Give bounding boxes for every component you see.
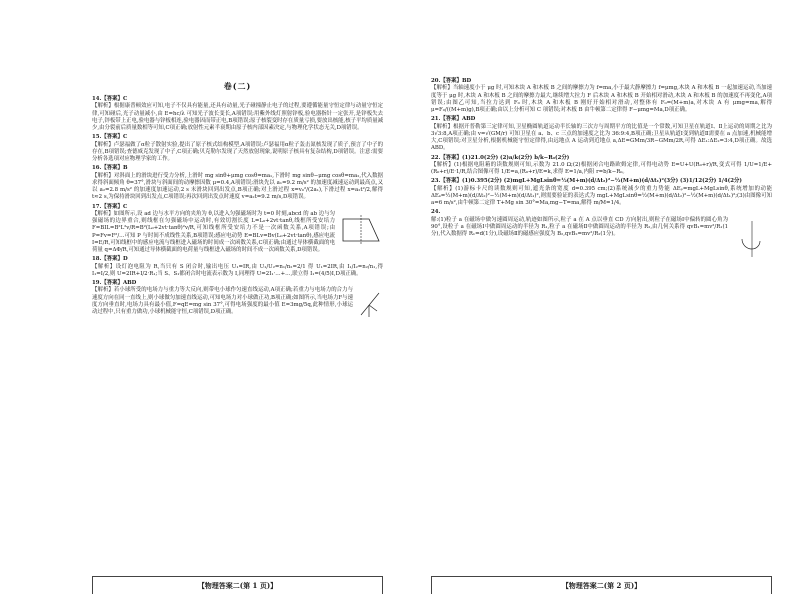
explanation-text: 【解析】(1)根据电阻箱的读数规则可知,示数为 21.0 Ω;(2)根据闭合电路欧姆定律,可得电动势 E=U+U(R₀+r)/R,变式可得 1/U=1/E+(R₀+r)/E·1/R,结合图像可得 1/E=a,(R₀+r)/E=k,求得 E=1/a,内阻 r=b/k−R₀。 [431,161,772,175]
question-17 [92,204,383,255]
question-20 [431,78,772,114]
section-header: 卷(二) [223,81,252,91]
question-22 [431,155,772,177]
frame-diagram [339,213,383,247]
answer-label: 18.【答案】D [92,256,128,263]
question-24 [431,209,772,238]
question-16 [92,165,383,201]
page-footer: 【物理答案二(第 1 页)】 [92,576,383,594]
question-21 [431,116,772,152]
answer-label: 14.【答案】C [92,96,128,102]
force-diagram [357,289,383,319]
explanation-text: 【解析】根据开普勒第三定律可知,卫星椭圆轨道运动半长轴的三次方与周期平方的比值是一个常数,可知卫星在轨道Ⅰ、Ⅱ上运动的周期之比为 3√3:8,A项正确;由 v=√(GM/r) 可知卫星在 a、b、c 三点的加速度之比为 36:9:4,B项正确;卫星从轨道Ⅰ变到轨道Ⅱ需要在 a 点加速,机械能增大,C项错误;对卫星分析,根据机械能守恒定律得,由远地点 A 运动到近地点 a,ΔE=GMm/3R−GMm/2R,可得 ΔE₁:ΔE₂=3:4,D项正确。故选 ABD。 [431,123,772,152]
answer-label: 23.【答案】(1)0.395(2分) (2)mgL+MgLsinθ=½(M+m)(d/Δt₂)²−½(M+m)(d/Δt₁)²(3分) (3)1/12(2分) 1/4(2分) [431,178,742,185]
answer-label: 20.【答案】BD [431,78,472,84]
explanation-text: 【解析】对斜面上的滑块进行受力分析,上滑时 mg sinθ+μmg cosθ=ma₁,下滑时 mg sinθ−μmg cosθ=ma₂,代入数据求得斜面倾角 θ=37°,滑块与斜面间的动摩擦因数 μ=0.4,A项错误;滑块先以 a₁=9.2 m/s² 的加速度减速运动到最高点,又以 a₂=2.8 m/s² 的加速度加速运动,2 s 末滑块回到出发点,B项正确;对上滑过程 x=v₀²/(2a₁),下滑过程 x=a₂t²/2,解得 t≈2 s,为保持滑块回到出发点,C项错误;再次回到出发点时速度 v=a₂t=9.2 m/s,D项错误。 [92,172,383,201]
question-18 [92,256,383,278]
answer-label: 16.【答案】B [92,165,128,172]
page-footer: 【物理答案二(第 2 页)】 [431,576,772,594]
question-15 [92,134,383,163]
question-19 [92,280,383,316]
answer-label: 19.【答案】ABD [92,280,137,286]
explanation-text: 解:(1)粒子 a 在磁场中做匀速圆周运动,轨迹如图所示,粒子 a 在 A 点以垂直 CD 方向射出,则粒子在磁场Ⅰ中偏转的圆心角为 90°,设粒子 a 在磁场Ⅰ中做圆周运动的半径为 R₁,粒子 a 在磁场Ⅱ中做圆周运动的半径为 R₂,由几何关系得 qvB₁=mv²/R₁(1分),代入数据得 R₁=d(1分),设磁场Ⅱ的磁感应强度为 B₂,qvB₂=mv²/R₂(1分)。 [431,216,728,237]
answer-page-right [397,0,794,594]
explanation-text: 【解析】若小球所受的电场力与重力等大反向,则带电小球作匀速直线运动,A项正确;若重力与电场力的合力与速度方向在同一直线上,则小球做匀加速直线运动,可知电场力对小球做正功,B项正确;如图所示,当电场力F与速度方向垂直时,电场力具有最小值,F=qE=mg sin 37°,可得电场强度的最小值 E=3mg/5q,此种情形,小球运动过程中,只有重力做功,小球机械能守恒,C项错误,D项正确。 [92,287,353,315]
question-23 [431,178,772,207]
explanation-text: 【解析】根据康普顿效应可知,电子不仅具有能量,还具有动量,光子碰撞静止电子的过程,要遵循能量守恒定律与动量守恒定律,可知碰后,光子动量减小,由 E=hc/λ 可知光子波长变长,A项错误;用紫外线灯照射锌板,验电器指针一定张开,是锌板失去电子,锌板带上正电,验电器与锌板相连,验电器因而带正电,B项错误;原子核裂变时存在质量亏损,要放出核能,核子平均质量减少,由分裂前后质量数相等可知,C项正确;放射性元素半衰期由原子核内部因素决定,与物理化学状态无关,D项错误。 [92,103,383,131]
answer-label: 17.【答案】C [92,203,128,210]
answer-label: 21.【答案】ABD [431,116,476,123]
question-14 [92,96,383,132]
explanation-text: 【解析】如图所示,设 ad 边与水平方向的夹角为 θ,以进入匀强磁场时为 t=0 时刻,abcd 的 ab 边与匀强磁场的边界重合,则线框在匀强磁场中运动时,有效切割长度 L=L₀+2vt·tanθ,线框所受安培力 F=BIL=B²L²v/R=B²(L₀+2vt·tanθ)²v/R,可知线框所受安培力不是一次函数关系,A项错误;由 P=Fv=F²/…可知 P 与时间不成线性关系,B项错误;感应电动势 E=BLv=Bv(L₀+2vt·tanθ),感应电流 I=E/R,可知线框中的感应电流与线框进入磁场的时间成一次函数关系,C项正确;由通过导体横截面的电荷量 q=ΔΦ/R,可知通过导体横截面的电荷量与线框进入磁场的时间不成一次函数关系,D项错误。 [92,210,335,253]
explanation-text: 【解析】卢瑟福做了α粒子散射实验,提出了原子核式结构模型,A项错误;卢瑟福用α粒子轰击氮核发现了质子,预言了中子的存在,B项错误;查德威克发现了中子,C项正确;贝克勒尔发现了天然放射现象,说明原子核具有复杂结构,D项错误。注意:需要分析各选项对应物理学家的工作。 [92,141,383,162]
answer-label: 24. [431,209,441,216]
trajectory-diagram [732,219,772,259]
explanation-text: 【解析】(1)游标卡尺的读数规则可知,遮光条的宽度 d=0.395 cm;(2)系统减少的重力势能 ΔEₚ=mgL+MgLsinθ,系统增加的动能 ΔEₖ=½(M+m)(d/Δt₂)²−½(M+m)(d/Δt₁)²,则需要验证的表达式为 mgL+MgLsinθ=½(M+m)(d/Δt₂)²−½(M+m)(d/Δt₁)²;(3)由图像可知 a=6 m/s²,由牛顿第二定律 T+Mg sin 30°=Ma,mg−T=ma,解得 m/M=1/4。 [431,185,772,206]
answer-label: 22.【答案】(1)21.0(2分) (2)a/k(2分) b/k−R₀(2分) [431,154,570,161]
explanation-text: 【解析】设灯泡电阻为 R,当只有 S 闭合时,输出电压 U₁=IR,由 U₁/U₂=n₁/n₂=2/1 得 U₁=2IR,由 I₁/I₂=n₂/n₁,得 I₁=I/2,则 U=2IR+I/2·R₁;当 S、S₁都闭合时电流表示数为 I,同理得 U=2I₁·…+…,联立得 I₁=(4/5)I,D项正确。 [92,263,383,277]
answer-label: 15.【答案】C [92,134,128,141]
explanation-text: 【解析】当轴速度小于 μg 时,可知木块 A 和木板 B 之间的摩擦力为 f=ma,小于最大静摩擦力 f=μmg,木块 A 和木板 B 一起加速运动,当加速度等于 μg 时,木块 A 和木板 B 之间的摩擦力最大,继续增大拉力 F 后木块 A 和木板 B 开始相对滑动,木块 A 和木板 B 的加速度不再变化,A项错误;由图乙可知,当拉力达到 F₀ 时,木块 A 和木板 B 刚好开始相对滑动,对整体有 F₀=(M+m)a,对木块 A 有 μmg=ma,解得 μ=F₀/((M+m)g),B项正确;由以上分析可知 C 项错误;对木板 B 由牛顿第二定律得 F−μmg=Ma,D项正确。 [431,85,772,113]
